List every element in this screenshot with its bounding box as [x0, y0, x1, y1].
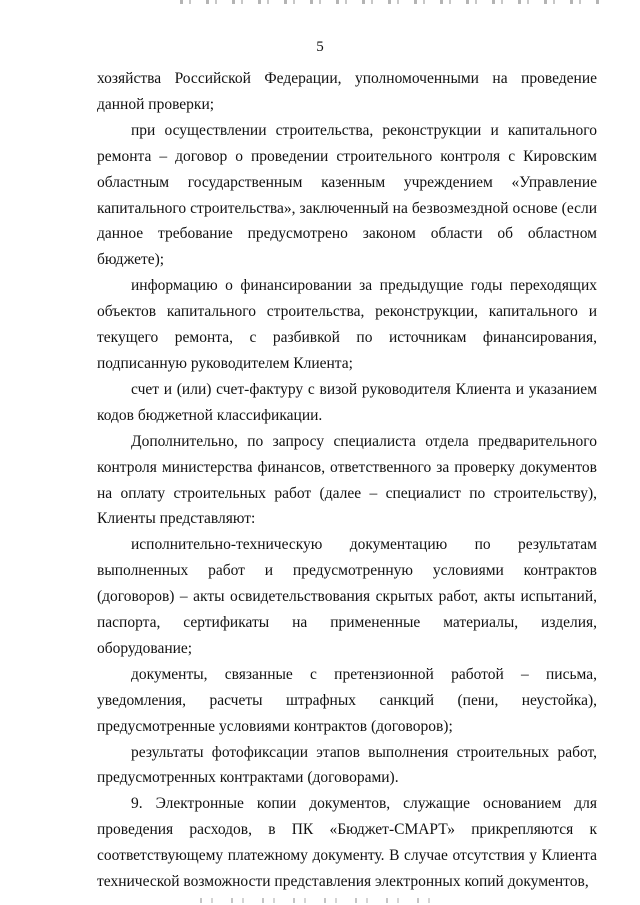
scan-artifact-bottom	[200, 898, 440, 903]
paragraph-financing-info: информацию о финансировании за предыдущие годы переходящих объектов капитального строительства, реконструкции, капитального и текущего ремонта, с разбивкой по источникам финансирования, подписанную руководителем Клиента;	[97, 277, 597, 372]
paragraph-technical-documentation: исполнительно-техническую документацию по результатам выполненных работ и предусмотренную условиями контрактов (договоров) – акты освидетельствования скрытых работ, акты испытаний, паспорта, сертификаты на примененные материалы, изделия, оборудование;	[97, 536, 597, 657]
paragraph-item-9: 9. Электронные копии документов, служащие основанием для проведения расходов, в ПК «Бюджет-СМАРТ» прикрепляются к соответствующему платежному документу. В случае отсутствия у Клиента технической возможности представления электронных копий документов,	[97, 795, 597, 891]
paragraph-continuation: хозяйства Российской Федерации, уполномоченными на проведение данной проверки;	[97, 70, 597, 113]
paragraph-invoice: счет и (или) счет-фактуру с визой руководителя Клиента и указанием кодов бюджетной классификации.	[97, 380, 597, 424]
scan-artifact-top	[180, 0, 600, 4]
document-body	[97, 66, 597, 895]
page-number: 5	[316, 39, 324, 55]
paragraph-additional-request: Дополнительно, по запросу специалиста отдела предварительного контроля министерства финансов, ответственного за проверку документов на оплату строительных работ (далее – специалист по строительству), Клиенты представляют:	[97, 432, 597, 528]
paragraph-construction-control: при осуществлении строительства, реконструкции и капитального ремонта – договор о проведении строительного контроля с Кировским областным государственным казенным учреждением «Управление капитального строительства», заключенный на безвозмездной основе (если данное требование предусмотрено законом области об областном бюджете);	[97, 121, 597, 269]
paragraph-photo-fixation: результаты фотофиксации этапов выполнения строительных работ, предусмотренных контрактами (договорами).	[97, 743, 597, 787]
paragraph-claims-documents: документы, связанные с претензионной работой – письма, уведомления, расчеты штрафных санкций (пени, неустойка), предусмотренные условиями контрактов (договоров);	[97, 665, 597, 735]
